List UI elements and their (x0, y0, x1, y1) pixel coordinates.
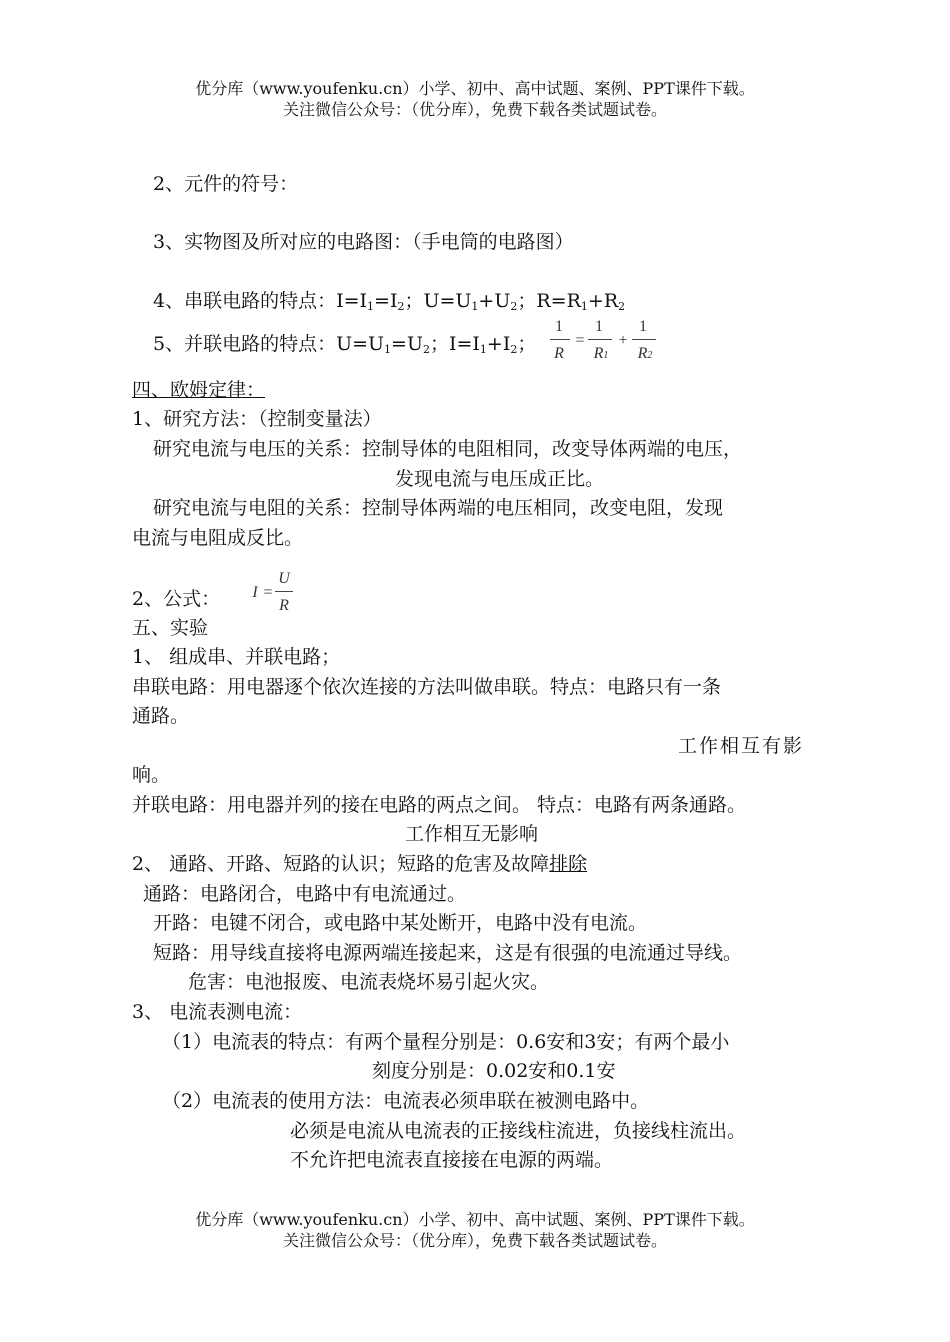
ammeter-features-line-1: （1）电流表的特点：有两个量程分别是：0.6安和3安；有两个最小 (162, 1031, 730, 1053)
experiment-3: 3、 电流表测电流： (132, 1001, 303, 1023)
item-2-component-symbols: 2、元件的符号： (153, 173, 299, 195)
series-circuit-line-3: 工作相互有影 (678, 735, 805, 757)
parallel-formula: $U=U_1=U_2$；$I=I_1+I_2$； (336, 333, 537, 356)
parallel-circuit-line-2: 工作相互无影响 (405, 823, 539, 845)
ammeter-usage-line-1: （2）电流表的使用方法：电流表必须串联在被测电路中。 (162, 1090, 650, 1112)
closed-circuit: 通路：电路闭合，电路中有电流通过。 (143, 883, 467, 905)
item-3-circuit-diagram: 3、实物图及所对应的电路图：（手电筒的电路图） (153, 231, 574, 253)
footer-line-1: 优分库（www.youfenku.cn）小学、初中、高中试题、案例、PPT课件下载。 (195, 1210, 755, 1229)
research-method: 1、研究方法：（控制变量法） (132, 408, 382, 430)
ammeter-usage-line-2: 必须是电流从电流表的正接线柱流进，负接线柱流出。 (290, 1120, 747, 1142)
item-5-parallel-features (153, 331, 536, 357)
item-4-label: 4、串联电路的特点： (153, 290, 337, 312)
series-circuit-line-2: 通路。 (132, 705, 190, 727)
current-resistance-line-1: 研究电流与电阻的关系：控制导体两端的电压相同，改变电阻，发现 (153, 497, 724, 519)
series-formula: $I=I_1=I_2$；$U=U_1+U_2$；$R=R_1+R_2$ (336, 290, 626, 313)
parallel-circuit-line-1: 并联电路：用电器并列的接在电路的两点之间。 特点：电路有两条通路。 (132, 794, 747, 816)
experiment-2-underlined: 排除 (549, 853, 588, 875)
experiment-1: 1、 组成串、并联电路； (132, 646, 341, 668)
experiment-2-text: 2、 通路、开路、短路的认识；短路的危害及故障 (132, 853, 550, 875)
section-4-title: 四、欧姆定律： (132, 379, 266, 401)
section-5-title: 五、实验 (132, 617, 209, 639)
ohms-law-formula: I = U R (248, 570, 300, 618)
current-resistance-line-2: 电流与电阻成反比。 (132, 527, 304, 549)
open-circuit: 开路：电键不闭合，或电路中某处断开，电路中没有电流。 (153, 912, 648, 934)
ammeter-usage-line-3: 不允许把电流表直接接在电源的两端。 (290, 1149, 614, 1171)
series-circuit-line-1: 串联电路：用电器逐个依次连接的方法叫做串联。特点：电路只有一条 (132, 676, 722, 698)
item-4-series-features (153, 288, 625, 314)
experiment-2 (132, 851, 587, 877)
parallel-resistance-fraction-formula: 1 R = 1 R1 + 1 R2 (548, 318, 658, 370)
header-line-2: 关注微信公众号：（优分库），免费下载各类试题试卷。 (282, 100, 667, 119)
series-circuit-line-4: 响。 (132, 764, 171, 786)
ammeter-features-line-2: 刻度分别是：0.02安和0.1安 (372, 1060, 616, 1082)
formula-label: 2、公式： (132, 588, 221, 610)
footer-line-2: 关注微信公众号：（优分库），免费下载各类试题试卷。 (282, 1231, 667, 1250)
page-header (0, 78, 950, 120)
item-5-label: 5、并联电路的特点： (153, 333, 337, 355)
current-voltage-line-2: 发现电流与电压成正比。 (395, 468, 605, 490)
page-footer (0, 1209, 950, 1251)
header-line-1: 优分库（www.youfenku.cn）小学、初中、高中试题、案例、PPT课件下载。 (195, 79, 755, 98)
current-voltage-line-1: 研究电流与电压的关系：控制导体的电阻相同，改变导体两端的电压， (153, 438, 743, 460)
short-circuit-harm: 危害：电池报废、电流表烧坏易引起火灾。 (188, 971, 550, 993)
short-circuit: 短路：用导线直接将电源两端连接起来，这是有很强的电流通过导线。 (153, 942, 743, 964)
